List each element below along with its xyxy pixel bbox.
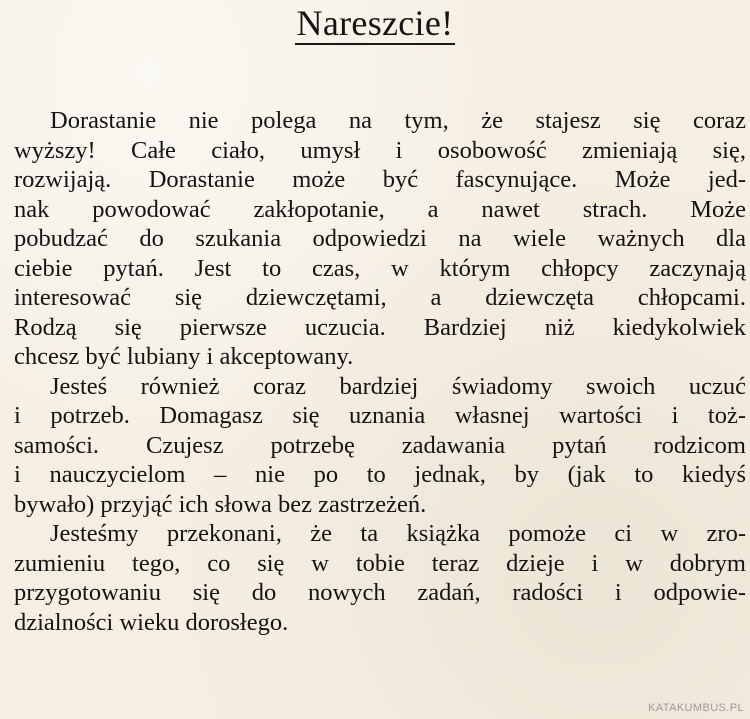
text-line: nak powodować zakłopotanie, a nawet strach. Może (14, 195, 746, 223)
text-line: Dorastanie nie polega na tym, że stajesz się coraz (50, 107, 746, 134)
watermark: KATAKUMBUS.PL (648, 702, 744, 714)
text-line: rozwijają. Dorastanie może być fascynujące. Może jed- (14, 166, 746, 193)
body-text (14, 106, 746, 637)
paragraph-3 (14, 519, 746, 637)
text-line: Rodzą się pierwsze uczucia. Bardziej niż kiedykolwiek (14, 313, 746, 341)
text-line: i potrzeb. Domagasz się uznania własnej wartości i toż- (14, 402, 746, 429)
text-line: bywało) przyjąć ich słowa bez zastrzeżeń. (14, 490, 427, 518)
text-line: wyższy! Całe ciało, umysł i osobowość zmieniają się, (14, 136, 746, 164)
page-title (0, 0, 750, 46)
text-line: chcesz być lubiany i akceptowany. (14, 343, 354, 370)
text-line: ciebie pytań. Jest to czas, w którym chłopcy zaczynają (14, 254, 746, 282)
text-line: pobudzać do szukania odpowiedzi na wiele ważnych dla (14, 225, 746, 252)
page-title-text: Nareszcie! (296, 3, 454, 43)
paragraph-2 (14, 372, 746, 520)
text-line: samości. Czujesz potrzebę zadawania pytań rodzicom (14, 431, 746, 459)
text-line: dzialności wieku dorosłego. (14, 608, 289, 636)
text-line: Jesteśmy przekonani, że ta książka pomoże ci w zro- (50, 520, 746, 547)
text-line: Jesteś również coraz bardziej świadomy swoich uczuć (50, 372, 746, 400)
text-line: przygotowaniu się do nowych zadań, radości i odpowie- (14, 579, 746, 606)
text-line: zumieniu tego, co się w tobie teraz dzieje i w dobrym (14, 549, 746, 577)
text-line: interesować się dziewczętami, a dziewczęta chłopcami. (14, 284, 746, 311)
paragraph-1 (14, 106, 746, 372)
text-line: i nauczycielom – nie po to jednak, by (jak to kiedyś (14, 461, 746, 488)
